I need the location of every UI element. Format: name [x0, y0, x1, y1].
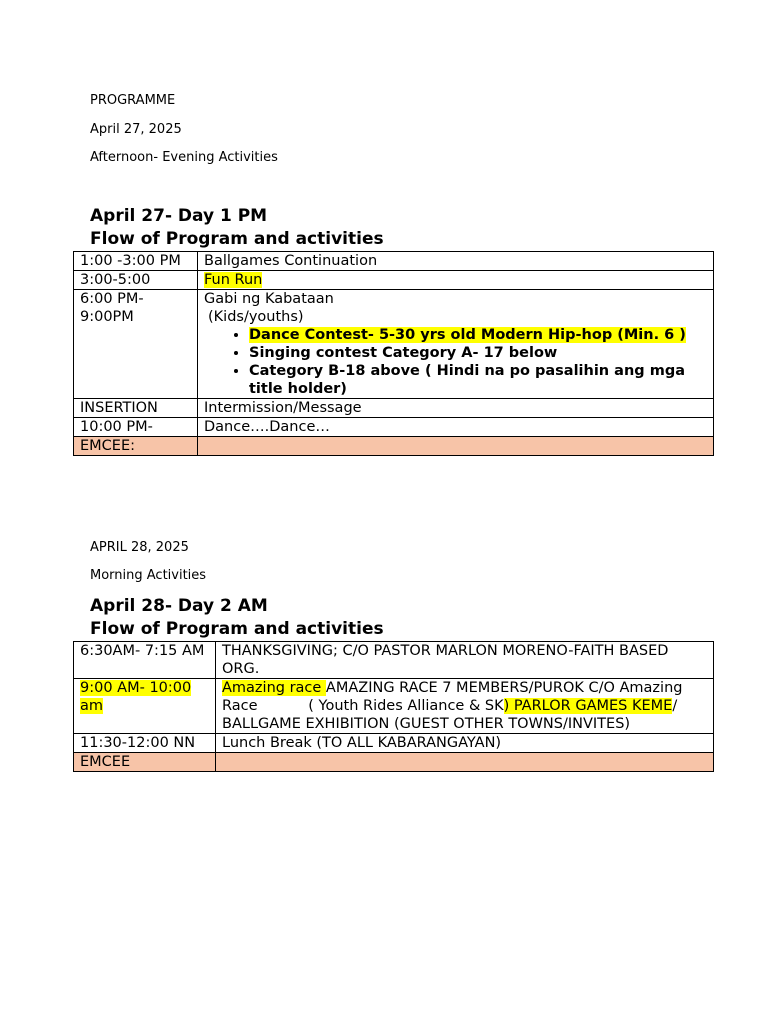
day2-schedule-table — [73, 641, 714, 772]
highlighted-text: Fun Run — [204, 272, 263, 288]
time-cell: EMCEE: — [74, 437, 198, 456]
highlighted-text: ) PARLOR GAMES KEME — [503, 698, 673, 714]
table-row — [74, 290, 714, 399]
emcee-row — [74, 437, 714, 456]
table-row — [74, 271, 714, 290]
activity-cell — [198, 290, 714, 399]
activity-text: ( Youth Rides Alliance & SK — [257, 698, 504, 714]
activity-text: AMAZING RACE 7 MEMBERS/PUROK C/O Amazing Race — [222, 680, 683, 714]
time-cell: 6:30AM- 7:15 AM — [74, 642, 216, 679]
activity-cell — [198, 437, 714, 456]
list-item: • Category B-18 above ( Hindi na po pasalihin ang mga title holder) — [249, 362, 707, 398]
activity-cell: Intermission/Message — [198, 399, 714, 418]
contest-list — [204, 326, 707, 398]
activity-cell — [216, 753, 714, 772]
activity-text: / BALLGAME EXHIBITION (GUEST OTHER TOWNS/INVITES) — [222, 698, 678, 732]
activity-cell — [216, 679, 714, 734]
highlighted-text: 9:00 AM- 10:00 am — [80, 680, 192, 714]
activity-cell: THANKSGIVING; C/O PASTOR MARLON MORENO-FAITH BASED ORG. — [216, 642, 714, 679]
table-row — [74, 642, 714, 679]
time-cell: 11:30-12:00 NN — [74, 734, 216, 753]
activity-cell: Dance….Dance… — [198, 418, 714, 437]
day1-title: April 27- Day 1 PM — [90, 206, 268, 226]
date-label: April 27, 2025 — [90, 122, 182, 137]
list-item — [249, 326, 707, 344]
time-cell: 10:00 PM- — [74, 418, 198, 437]
table-row — [74, 252, 714, 271]
table-row — [74, 734, 714, 753]
day1-subtitle: Flow of Program and activities — [90, 229, 384, 249]
day2-activities-label: Morning Activities — [90, 568, 207, 583]
highlighted-text: Amazing race — [222, 680, 326, 696]
table-row — [74, 399, 714, 418]
time-cell — [74, 679, 216, 734]
activity-cell: Lunch Break (TO ALL KABARANGAYAN) — [216, 734, 714, 753]
time-cell: 6:00 PM- 9:00PM — [74, 290, 198, 399]
time-cell: 1:00 -3:00 PM — [74, 252, 198, 271]
day2-title: April 28- Day 2 AM — [90, 596, 268, 616]
activity-cell — [198, 271, 714, 290]
activities-label: Afternoon- Evening Activities — [90, 150, 278, 165]
highlighted-text: Dance Contest- 5-30 yrs old Modern Hip-hop (Min. 6 ) — [249, 327, 686, 343]
time-cell: 3:00-5:00 — [74, 271, 198, 290]
day2-subtitle: Flow of Program and activities — [90, 619, 384, 639]
activity-title: Gabi ng Kabataan — [204, 291, 334, 307]
programme-label: PROGRAMME — [90, 93, 176, 108]
activity-subtitle: (Kids/youths) — [208, 309, 304, 325]
day2-date-label: APRIL 28, 2025 — [90, 540, 189, 555]
table-row — [74, 679, 714, 734]
activity-cell: Ballgames Continuation — [198, 252, 714, 271]
emcee-row — [74, 753, 714, 772]
day1-schedule-table — [73, 251, 714, 456]
time-cell: EMCEE — [74, 753, 216, 772]
table-row — [74, 418, 714, 437]
list-item: • Singing contest Category A- 17 below — [249, 344, 707, 362]
time-cell: INSERTION — [74, 399, 198, 418]
